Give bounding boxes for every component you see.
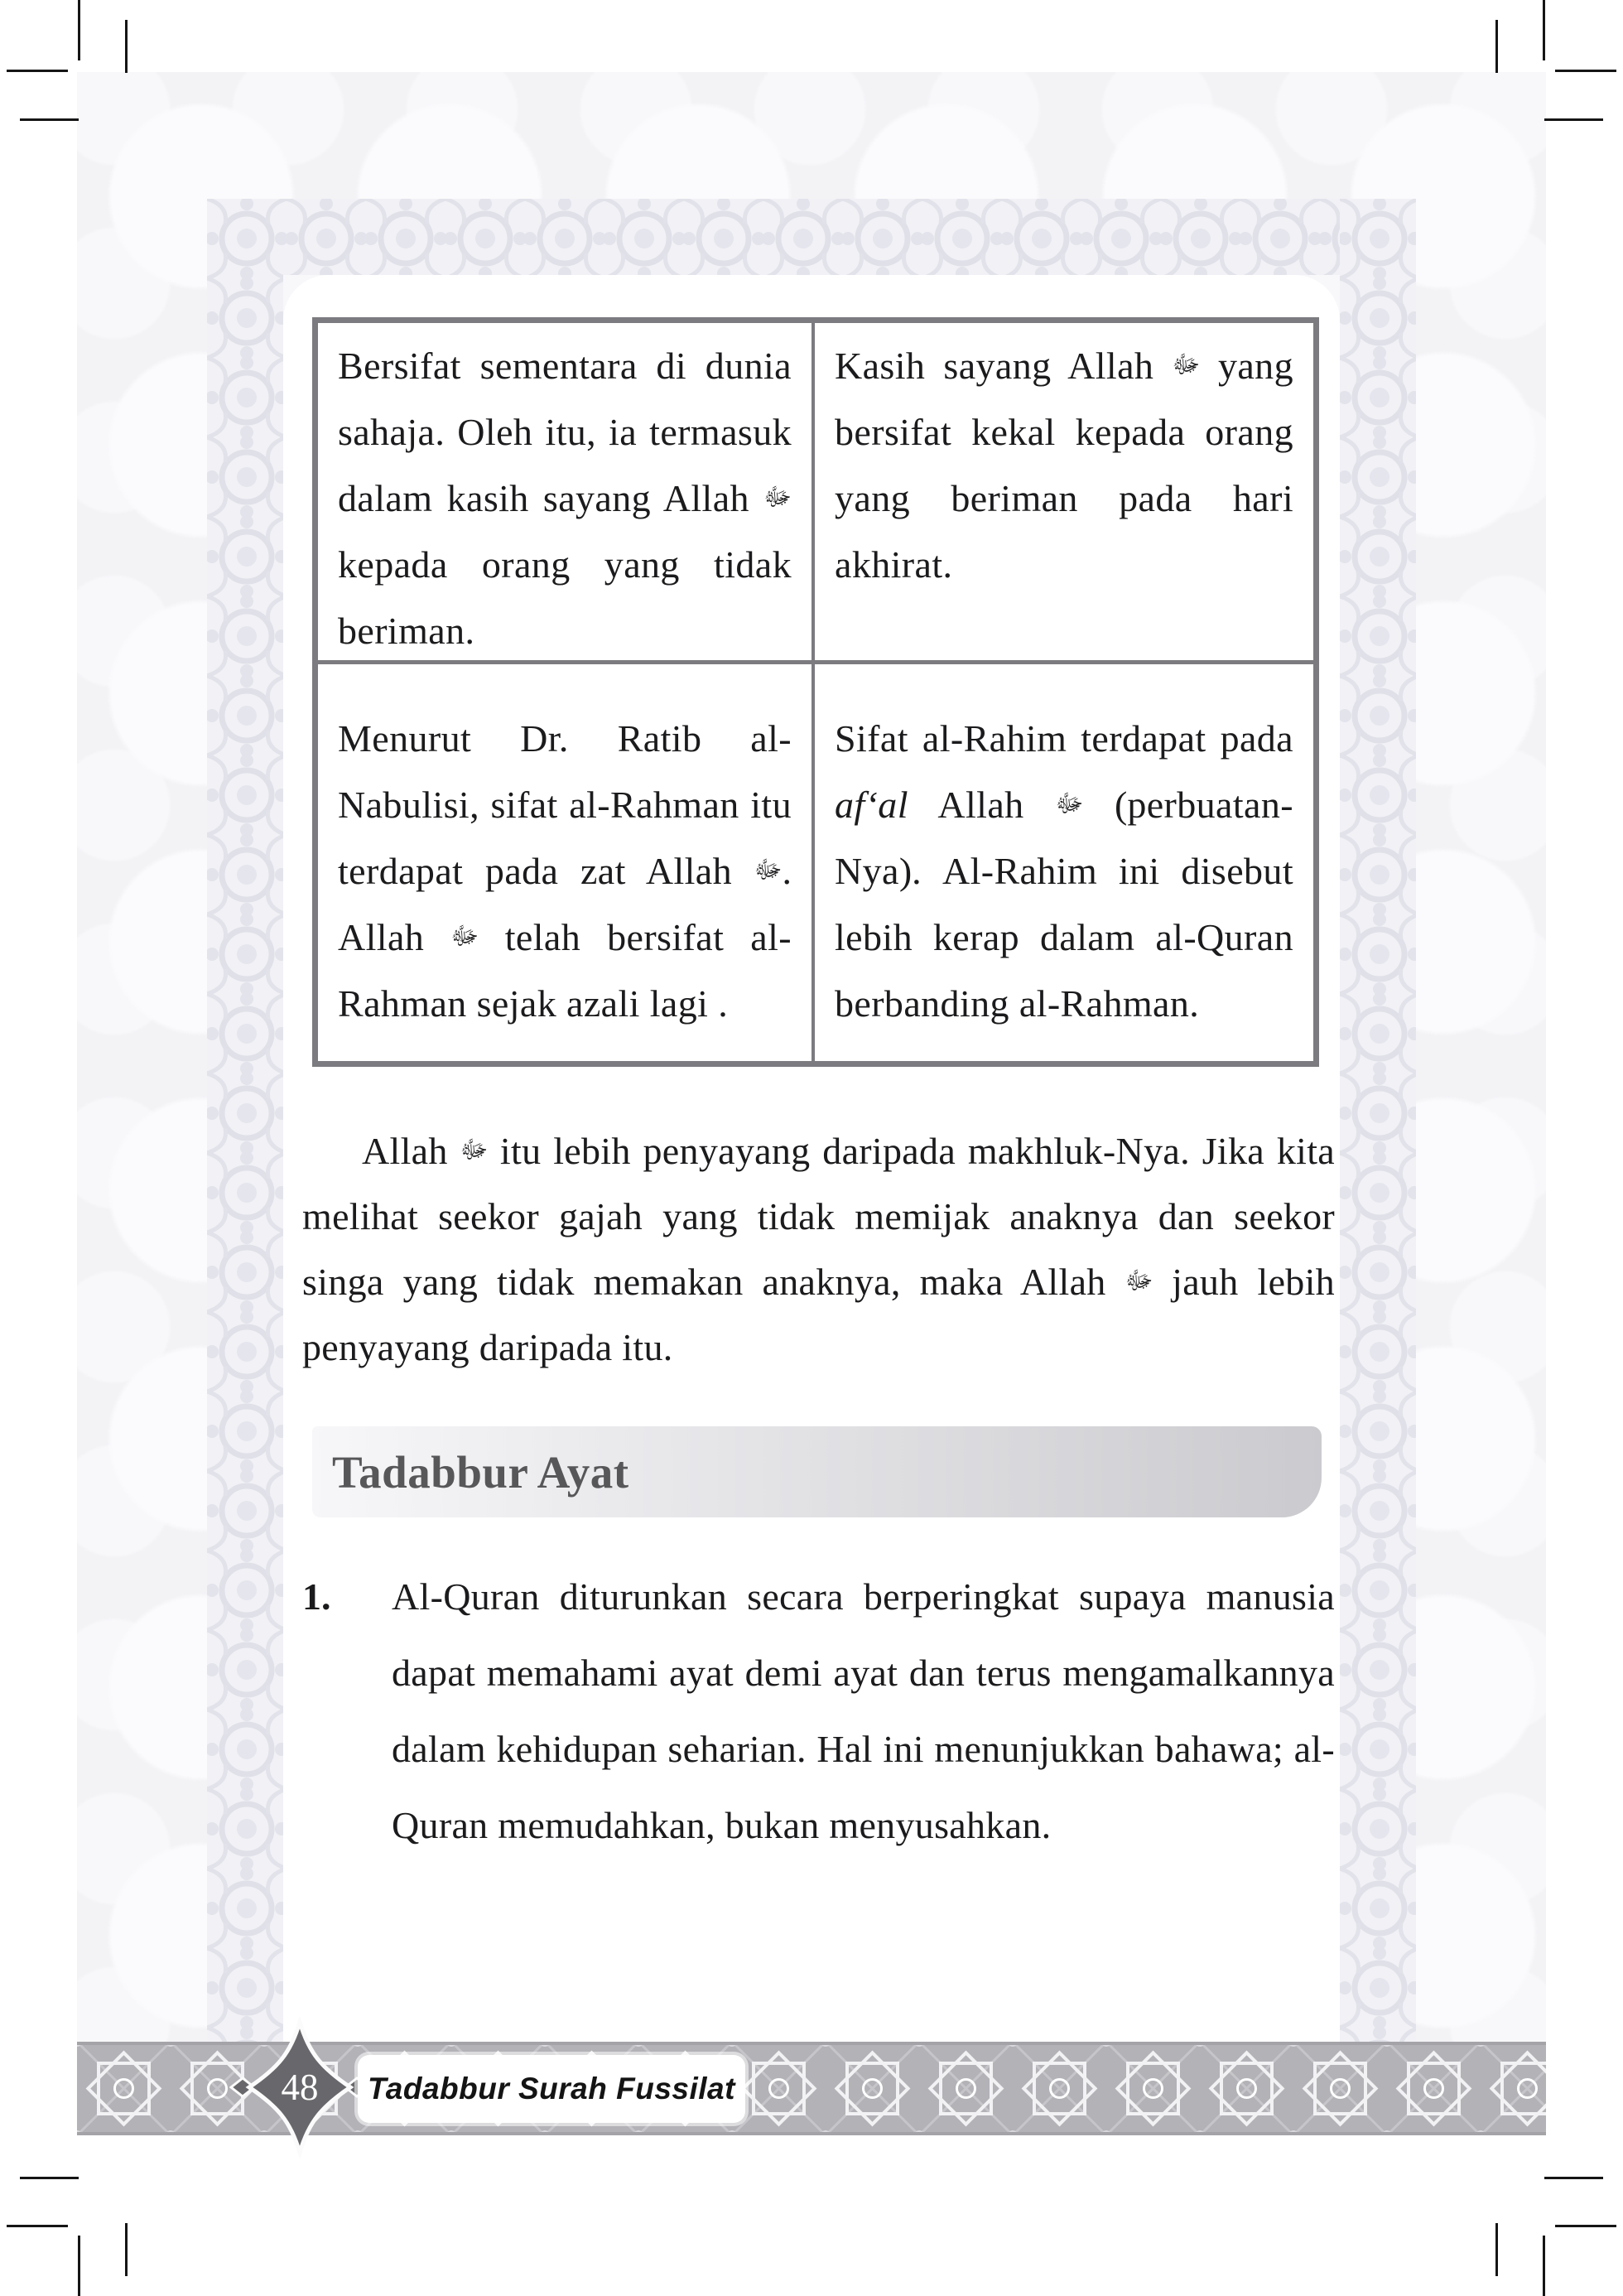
section-heading-bar xyxy=(312,1426,1322,1517)
section-heading: Tadabbur Ayat xyxy=(332,1447,629,1498)
page-number: 48 xyxy=(281,2067,319,2108)
italic-term: af‘al xyxy=(835,784,908,826)
allah-calligraphy-icon: ﷻ xyxy=(450,922,479,951)
paragraph-text: Allah xyxy=(362,1130,460,1172)
cell-text: yang bersifat kekal kepada orang yang beriman pada hari akhirat. xyxy=(835,345,1293,586)
table-cell-r1c2 xyxy=(815,323,1313,664)
crop-mark xyxy=(1543,0,1545,60)
cell-text: Menurut Dr. Ratib al-Nabulisi, sifat al-Rahman itu terdapat pada zat Allah xyxy=(338,717,792,892)
paragraph-text: jauh lebih penyayang daripada itu. xyxy=(302,1261,1335,1368)
cell-text: Allah xyxy=(908,784,1056,826)
table-cell-r1c1 xyxy=(318,323,815,664)
cell-text: Bersifat sementara di dunia sahaja. Oleh itu, ia termasuk dalam kasih sayang Allah xyxy=(338,345,792,519)
chapter-title-plaque xyxy=(358,2055,745,2123)
ornate-frame-top xyxy=(207,199,1416,275)
crop-mark xyxy=(20,118,79,121)
allah-calligraphy-icon: ﷻ xyxy=(460,1136,489,1165)
crop-mark xyxy=(20,2177,79,2179)
crop-mark xyxy=(125,2223,128,2276)
allah-calligraphy-icon: ﷻ xyxy=(1172,350,1201,379)
cell-text: kepada orang yang tidak beriman. xyxy=(338,543,792,652)
table-cell-r2c1 xyxy=(318,664,815,1061)
list-item-text: Al-Quran diturunkan secara berperingkat supaya manusia dapat memahami ayat demi ayat dan terus mengamalkannya dalam kehidupan seharian. Hal ini menunjukkan bahawa; al-Quran memudahkan, bukan menyusahkan. xyxy=(392,1575,1335,1846)
allah-calligraphy-icon: ﷻ xyxy=(754,856,783,885)
crop-mark xyxy=(78,0,80,60)
crop-mark xyxy=(7,70,68,72)
body-paragraph xyxy=(302,1118,1335,1380)
crop-mark xyxy=(1544,2177,1603,2179)
list-item xyxy=(302,1559,1335,1864)
crop-mark xyxy=(7,2225,68,2227)
crop-mark xyxy=(78,2236,80,2296)
cell-text: Kasih sayang Allah xyxy=(835,345,1173,387)
crop-mark xyxy=(1555,2225,1616,2227)
crop-mark xyxy=(1544,118,1603,121)
allah-calligraphy-icon: ﷻ xyxy=(1055,789,1084,818)
cell-text: (perbuatan-Nya). Al-Rahim ini disebut lebih kerap dalam al-Quran berbanding al-Rahman. xyxy=(835,784,1293,1025)
paragraph-text: itu lebih penyayang daripada makhluk-Nya. Jika kita melihat seekor gajah yang tidak memijak anaknya dan seekor singa yang tidak memakan anaknya, maka Allah xyxy=(302,1130,1336,1303)
ornate-frame-left xyxy=(207,199,283,2042)
crop-mark xyxy=(1495,2223,1498,2276)
numbered-list xyxy=(302,1559,1335,1864)
cell-text: . Allah xyxy=(338,850,792,958)
crop-mark xyxy=(1543,2236,1545,2296)
crop-mark xyxy=(1555,70,1616,72)
ornate-frame-right xyxy=(1340,199,1416,2042)
crop-mark xyxy=(1495,20,1498,73)
allah-calligraphy-icon: ﷻ xyxy=(1125,1266,1153,1295)
allah-calligraphy-icon: ﷻ xyxy=(763,483,792,512)
cell-text: Sifat al-Rahim terdapat pada xyxy=(835,717,1293,760)
table-cell-r2c2 xyxy=(815,664,1313,1061)
cell-text: telah bersifat al-Rahman sejak azali lagi . xyxy=(338,916,792,1025)
chapter-title: Tadabbur Surah Fussilat xyxy=(368,2072,735,2105)
crop-mark xyxy=(125,20,128,73)
comparison-table xyxy=(312,317,1319,1067)
list-item-number: 1. xyxy=(302,1575,331,1618)
